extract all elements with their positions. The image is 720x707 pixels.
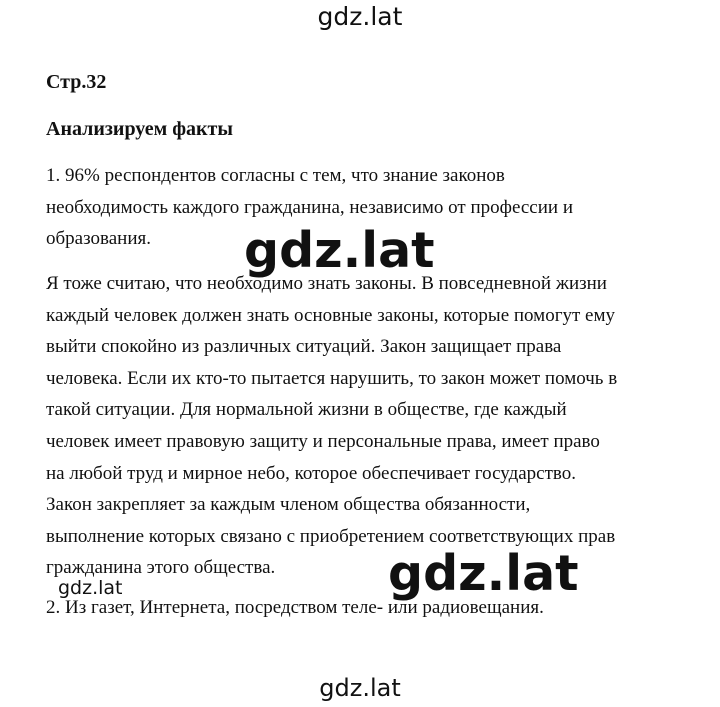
text-line: выйти спокойно из различных ситуаций. Закон защищает права xyxy=(46,336,562,358)
text-line: человека. Если их кто-то пытается нарушить, то закон может помочь в xyxy=(46,367,618,389)
paragraph-opinion xyxy=(46,268,706,584)
text-line: каждый человек должен знать основные законы, которые помогут ему xyxy=(46,304,616,326)
text-line: образования. xyxy=(46,228,151,250)
text-line: Я тоже считаю, что необходимо знать законы. В повседневной жизни xyxy=(46,273,607,294)
text-line: Закон закрепляет за каждым членом общества обязанности, xyxy=(46,494,531,516)
page-number: Стр.32 xyxy=(46,71,107,93)
text-line: 2. Из газет, Интернета, посредством теле- или радиовещания. xyxy=(46,597,544,618)
text-line: необходимость каждого гражданина, независимо от профессии и xyxy=(46,196,573,218)
paragraph-answer-2 xyxy=(46,592,706,624)
text-line: такой ситуации. Для нормальной жизни в обществе, где каждый xyxy=(46,399,567,421)
text-line: 1. 96% респондентов согласны с тем, что знание законов xyxy=(46,165,505,186)
watermark-small: gdz.lat xyxy=(58,577,123,599)
text-line: на любой труд и мирное небо, которое обеспечивает государство. xyxy=(46,462,577,484)
watermark-bottom: gdz.lat xyxy=(319,674,401,702)
section-title: Анализируем факты xyxy=(46,118,233,140)
text-line: выполнение которых связано с приобретением соответствующих прав xyxy=(46,525,616,547)
watermark-large: gdz.lat xyxy=(388,545,579,602)
text-line: человек имеет правовую защиту и персональные права, имеет право xyxy=(46,430,600,452)
text-line: гражданина этого общества. xyxy=(46,557,276,579)
watermark-middle: gdz.lat xyxy=(244,222,435,279)
watermark-top: gdz.lat xyxy=(317,2,403,31)
